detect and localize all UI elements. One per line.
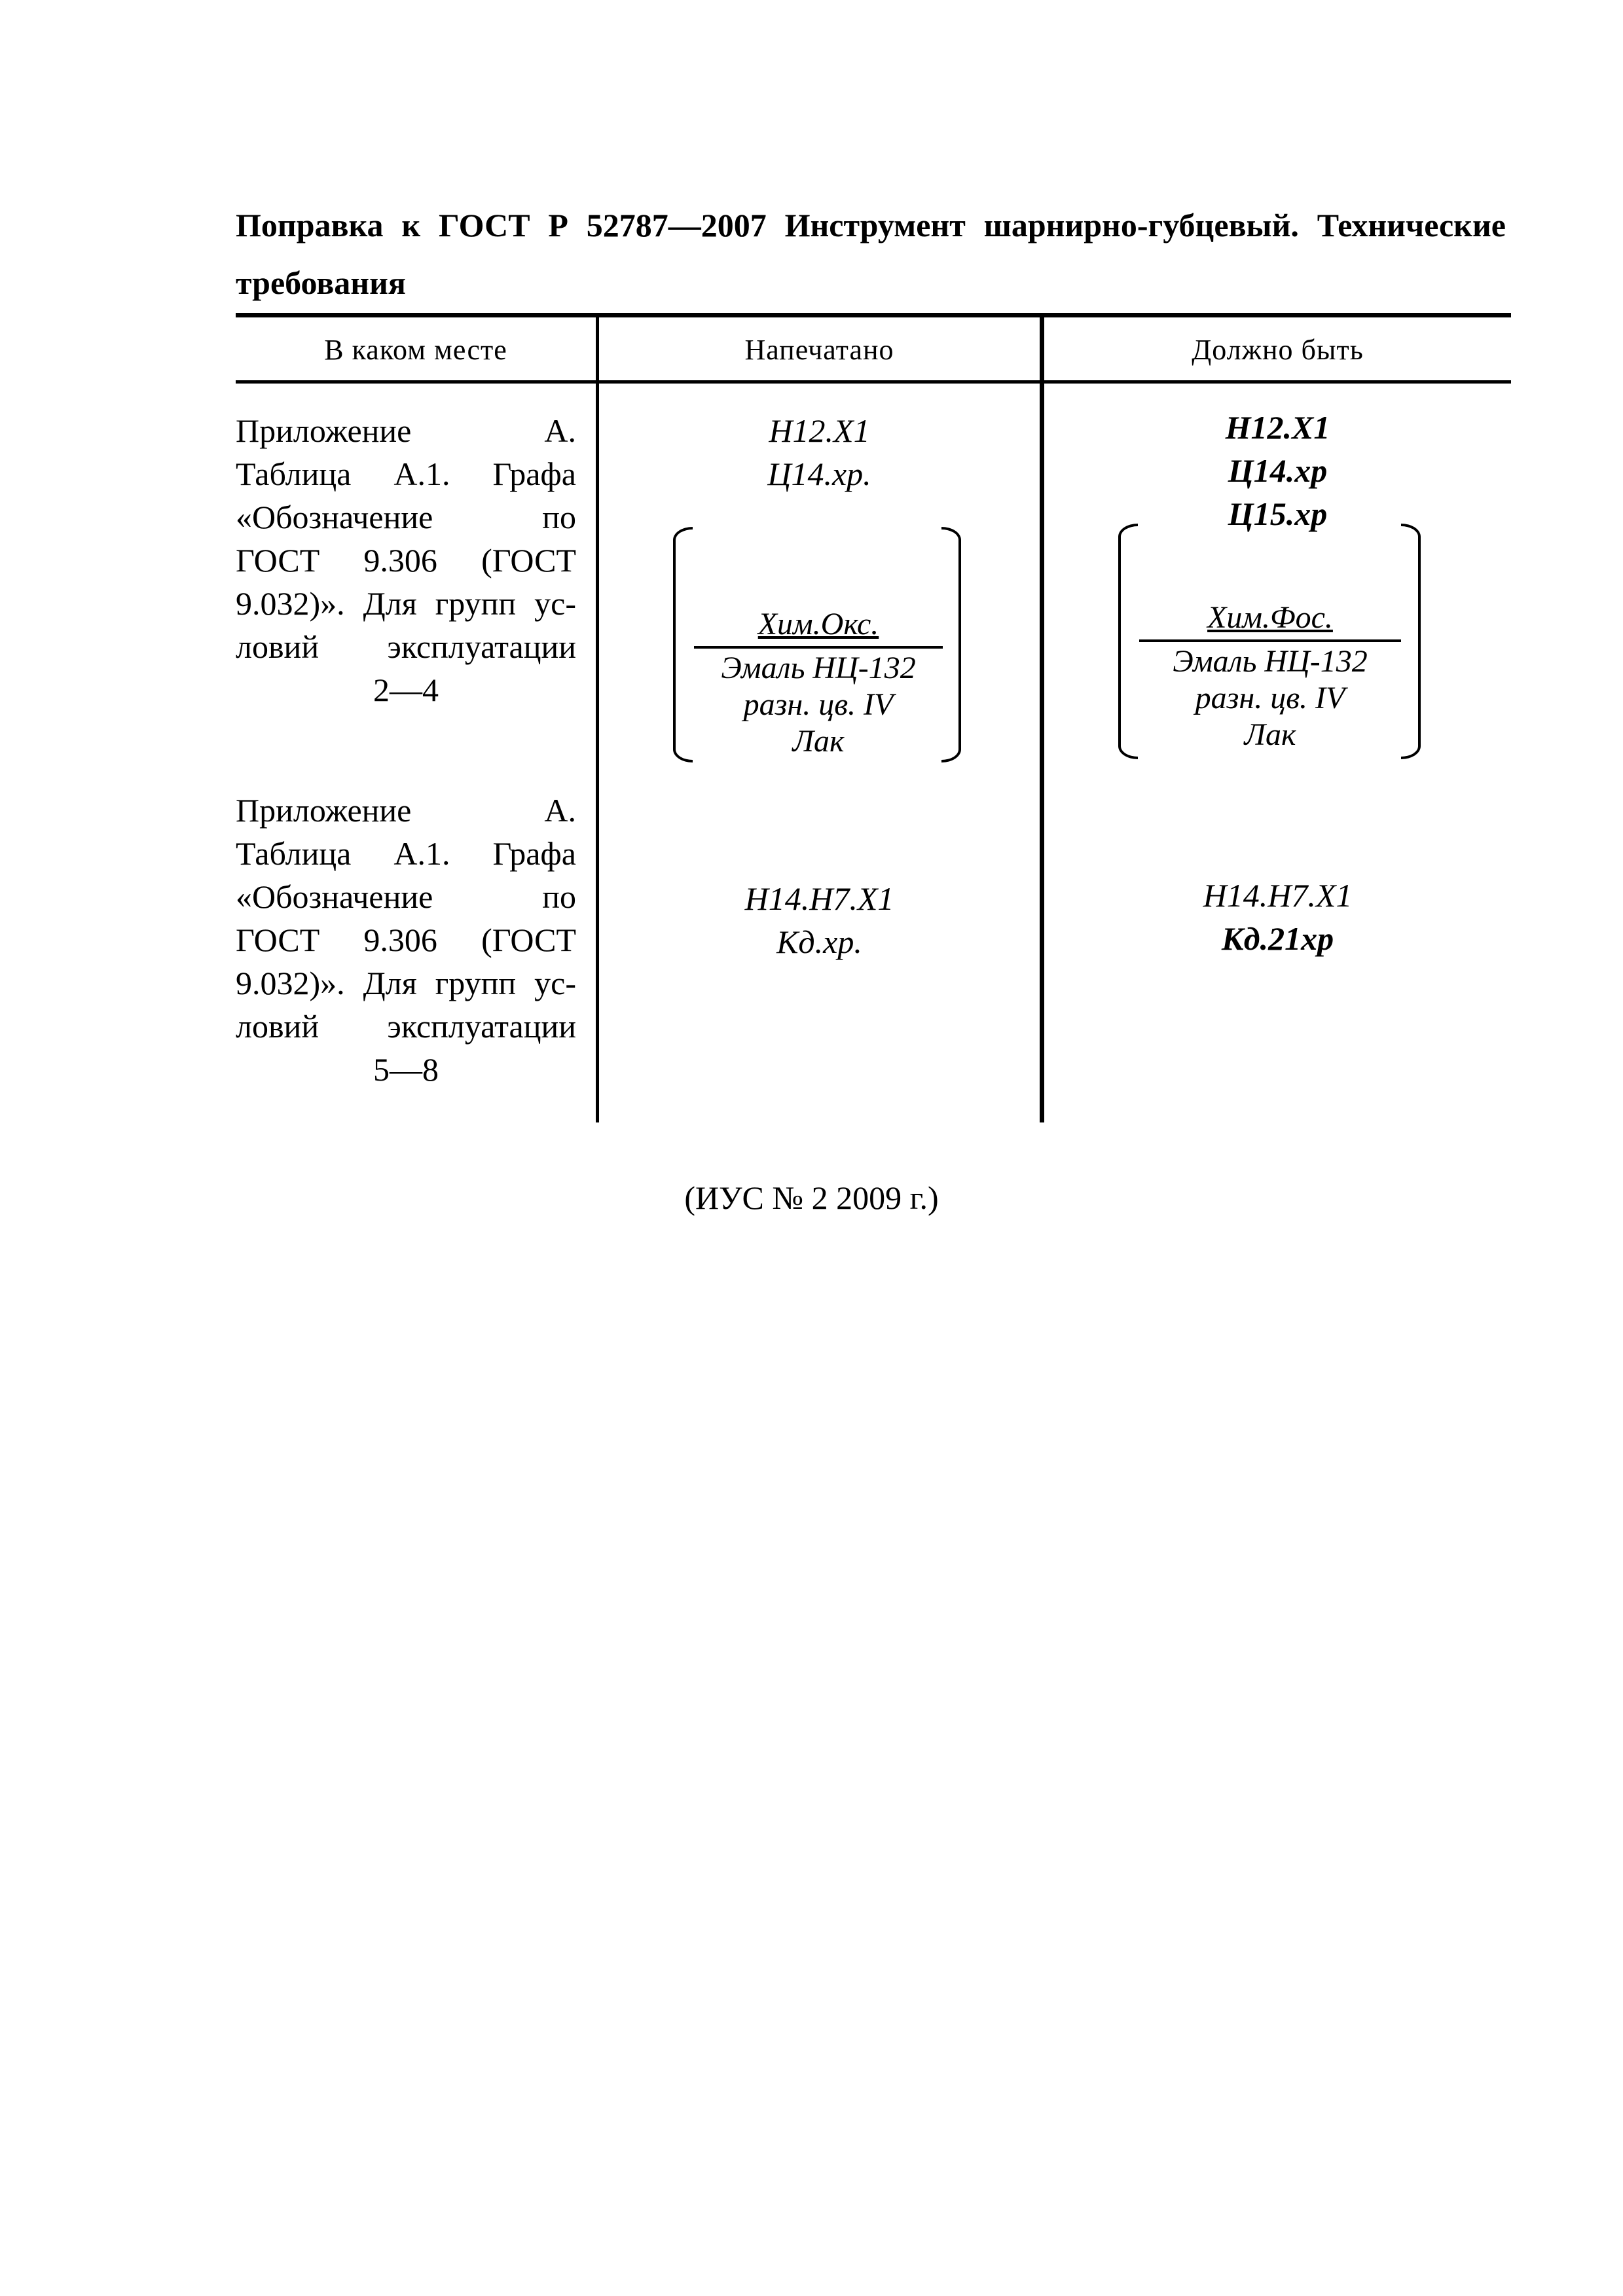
place-line: ловий эксплуатации — [236, 628, 576, 665]
should-be-line: Ц14.хр — [1228, 452, 1328, 489]
printed-line: Кд.хр. — [776, 924, 862, 960]
should-be-line: Н14.Н7.Х1 — [1203, 877, 1353, 914]
fraction-numerator: Хим.Окс. — [757, 607, 879, 641]
row-2-printed-lines — [599, 877, 1040, 963]
header-should-be: Должно быть — [1192, 334, 1364, 366]
row-1-place — [236, 409, 576, 711]
place-line: ловий эксплуатации — [236, 1008, 576, 1045]
place-line: Приложение А. — [236, 412, 576, 449]
place-line: ГОСТ 9.306 (ГОСТ — [236, 922, 576, 958]
row-1-printed-lines — [599, 409, 1040, 495]
row-2-place — [236, 789, 576, 1091]
fraction-denominator-line: Эмаль НЦ-132 — [721, 651, 916, 685]
header-place: В каком месте — [324, 334, 507, 366]
table-top-rule — [236, 313, 1511, 317]
fraction-denominator-line: разн. цв. IV — [743, 687, 894, 722]
place-line: Таблица А.1. Графа — [236, 835, 576, 872]
fraction-denominator-line: Лак — [1244, 717, 1296, 752]
table-header-rule — [236, 380, 1511, 384]
fraction-bar — [694, 646, 943, 649]
place-line: Таблица А.1. Графа — [236, 456, 576, 492]
should-be-line: Ц15.хр — [1228, 495, 1328, 532]
place-line: 9.032)». Для групп ус- — [236, 585, 576, 622]
place-line: 5—8 — [373, 1051, 439, 1088]
right-paren-should-be — [1401, 524, 1421, 759]
should-be-line: Кд.21хр — [1221, 920, 1334, 957]
document-title: Поправка к ГОСТ Р 52787—2007 Инструмент шарнирно-губцевый. Технические требования — [236, 207, 1506, 301]
left-paren-should-be — [1118, 524, 1138, 759]
fraction-bar — [1139, 639, 1401, 642]
printed-line: Н14.Н7.Х1 — [744, 880, 894, 917]
fraction-denominator-line: Лак — [792, 724, 845, 759]
fraction-denominator-line: разн. цв. IV — [1195, 681, 1345, 715]
place-line: ГОСТ 9.306 (ГОСТ — [236, 542, 576, 579]
column-divider-2 — [1040, 317, 1044, 1122]
header-printed: Напечатано — [744, 334, 894, 366]
place-line: Приложение А. — [236, 792, 576, 829]
row-1-printed-fraction — [694, 605, 943, 760]
place-line: «Обозначение по — [236, 878, 576, 915]
fraction-denominator-line: Эмаль НЦ-132 — [1173, 644, 1368, 679]
row-2-should-be-lines — [1044, 874, 1511, 960]
left-paren-printed — [673, 527, 693, 762]
place-line: «Обозначение по — [236, 499, 576, 535]
row-1-should-be-lines — [1044, 406, 1511, 535]
row-1-should-be-fraction — [1139, 599, 1401, 753]
place-line: 9.032)». Для групп ус- — [236, 965, 576, 1001]
right-paren-printed — [941, 527, 961, 762]
printed-line: Ц14.хр. — [767, 456, 871, 492]
publication-reference: (ИУС № 2 2009 г.) — [684, 1179, 939, 1216]
printed-line: Н12.Х1 — [769, 412, 870, 449]
should-be-line: Н12.Х1 — [1225, 409, 1330, 446]
place-line: 2—4 — [373, 672, 439, 708]
fraction-numerator: Хим.Фос. — [1207, 600, 1333, 635]
